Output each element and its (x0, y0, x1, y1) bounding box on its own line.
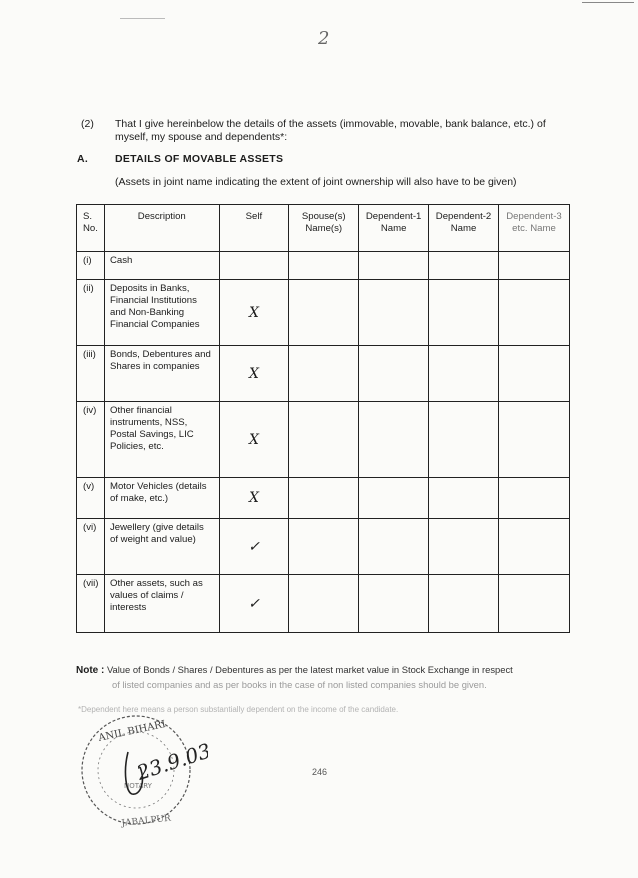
header-dependent-2: Dependent-2 Name (429, 205, 499, 252)
row-description: Deposits in Banks, Financial Institutions and Non-Banking Financial Companies (104, 280, 219, 346)
signature-date: 23.9.03 (133, 738, 208, 785)
table-row (77, 280, 570, 346)
row-description: Jewellery (give details of weight and value) (104, 519, 219, 575)
row-self-mark: X (219, 280, 289, 346)
row-description: Other financial instruments, NSS, Postal Savings, LIC Policies, etc. (104, 402, 219, 478)
top-right-rule (582, 2, 634, 3)
row-dependent-1-cell (359, 519, 429, 575)
table-row (77, 519, 570, 575)
note-line-2: of listed companies and as per books in the case of non listed companies should be given. (112, 679, 487, 690)
section-subtitle: (Assets in joint name indicating the extent of joint ownership will also have to be given) (115, 176, 517, 188)
row-dependent-3-cell (499, 346, 570, 402)
header-spouse: Spouse(s) Name(s) (289, 205, 359, 252)
row-spouse-cell (289, 402, 359, 478)
printed-page-number: 246 (312, 767, 328, 777)
row-sno: (i) (77, 252, 105, 280)
movable-assets-table (76, 204, 570, 633)
table-row (77, 346, 570, 402)
row-sno: (vii) (77, 575, 105, 633)
row-sno: (iii) (77, 346, 105, 402)
row-dependent-3-cell (499, 252, 570, 280)
notary-stamp-image (68, 712, 208, 837)
row-spouse-cell (289, 519, 359, 575)
dependent-footnote: *Dependent here means a person substantially dependent on the income of the candidate. (78, 705, 399, 714)
row-spouse-cell (289, 478, 359, 519)
row-sno: (ii) (77, 280, 105, 346)
declaration-text: That I give hereinbelow the details of the assets (immovable, movable, bank balance, etc.) of myself, my spouse and dependents*: (115, 118, 546, 143)
row-dependent-1-cell (359, 402, 429, 478)
header-sno: S. No. (77, 205, 105, 252)
row-dependent-3-cell (499, 280, 570, 346)
row-dependent-1-cell (359, 346, 429, 402)
row-description: Other assets, such as values of claims / interests (104, 575, 219, 633)
row-dependent-1-cell (359, 252, 429, 280)
row-description: Bonds, Debentures and Shares in companies (104, 346, 219, 402)
row-self-mark: X (219, 402, 289, 478)
declaration-number: (2) (81, 118, 94, 130)
note-block (76, 663, 576, 692)
row-self-mark: X (219, 346, 289, 402)
table-header-row (77, 205, 570, 252)
row-dependent-3-cell (499, 575, 570, 633)
row-self-mark: ✓ (219, 519, 289, 575)
row-dependent-3-cell (499, 402, 570, 478)
table-row (77, 575, 570, 633)
row-dependent-2-cell (429, 402, 499, 478)
row-spouse-cell (289, 280, 359, 346)
row-dependent-2-cell (429, 519, 499, 575)
row-spouse-cell (289, 575, 359, 633)
row-dependent-1-cell (359, 280, 429, 346)
header-self: Self (219, 205, 289, 252)
row-self-mark (219, 252, 289, 280)
row-self-mark: ✓ (219, 575, 289, 633)
row-dependent-1-cell (359, 478, 429, 519)
row-dependent-3-cell (499, 519, 570, 575)
row-dependent-1-cell (359, 575, 429, 633)
row-sno: (v) (77, 478, 105, 519)
section-title: DETAILS OF MOVABLE ASSETS (115, 153, 284, 165)
row-dependent-2-cell (429, 575, 499, 633)
stamp-bottom-text: JABALPUR (121, 813, 172, 829)
row-dependent-2-cell (429, 478, 499, 519)
header-dependent-3: Dependent-3 etc. Name (499, 205, 570, 252)
table-row (77, 478, 570, 519)
row-spouse-cell (289, 346, 359, 402)
note-label: Note : (76, 665, 105, 676)
top-rule-mark (120, 18, 165, 19)
row-dependent-2-cell (429, 280, 499, 346)
header-description: Description (104, 205, 219, 252)
note-line-1: Value of Bonds / Shares / Debentures as per the latest market value in Stock Exchange in respect (106, 664, 513, 675)
table-row (77, 252, 570, 280)
stamp-center-text: NOTARY (124, 782, 152, 790)
row-self-mark: X (219, 478, 289, 519)
row-description: Motor Vehicles (details of make, etc.) (104, 478, 219, 519)
handwritten-page-number: 2 (318, 28, 330, 49)
section-letter: A. (77, 153, 89, 165)
row-sno: (iv) (77, 402, 105, 478)
header-dependent-1: Dependent-1 Name (359, 205, 429, 252)
row-dependent-2-cell (429, 252, 499, 280)
stamp-top-text: ANIL BIHARI (97, 718, 167, 744)
row-dependent-3-cell (499, 478, 570, 519)
row-spouse-cell (289, 252, 359, 280)
row-description: Cash (104, 252, 219, 280)
row-sno: (vi) (77, 519, 105, 575)
row-dependent-2-cell (429, 346, 499, 402)
table-row (77, 402, 570, 478)
